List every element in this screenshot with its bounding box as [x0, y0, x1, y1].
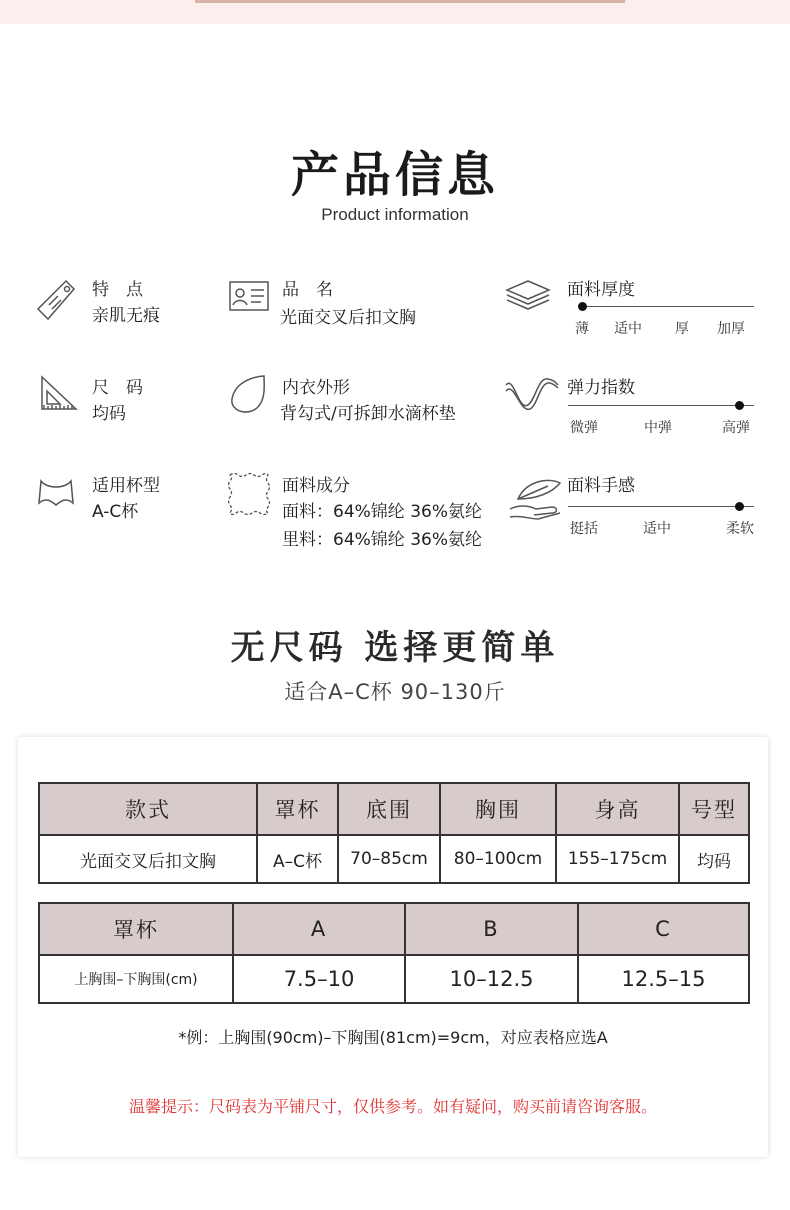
bra-icon — [36, 471, 76, 511]
elasticity-label: 弹力指数 — [567, 378, 635, 398]
ruler-triangle-icon — [36, 373, 78, 413]
thickness-tick: 厚 — [675, 321, 689, 337]
top-banner-strip — [0, 0, 790, 24]
cup-type-label: 适用杯型 — [92, 476, 160, 496]
composition-label: 面料成分 — [282, 476, 350, 496]
size-table-cell: 70–85cm — [338, 835, 440, 883]
elasticity-tick: 高弹 — [722, 420, 750, 436]
cup-table-cell: 上胸围–下胸围(cm) — [39, 955, 233, 1003]
cup-table-header: 罩杯 — [39, 903, 233, 955]
cup-table-header-row — [39, 903, 749, 955]
hand-feel-label: 面料手感 — [567, 476, 635, 496]
shape-value: 背勾式/可拆卸水滴杯垫 — [280, 404, 456, 424]
composition-value-outer: 面料：64%锦纶 36%氨纶 — [282, 502, 482, 522]
cup-table-cell: 12.5–15 — [578, 955, 749, 1003]
table-row — [39, 835, 749, 883]
tag-icon — [36, 275, 76, 325]
size-table-cell: 80–100cm — [440, 835, 556, 883]
composition-value-inner: 里料：64%锦纶 36%氨纶 — [282, 530, 482, 550]
feature-label: 特 点 — [92, 280, 143, 300]
size-value: 均码 — [92, 404, 126, 424]
hand-feel-tick: 适中 — [643, 521, 671, 537]
example-note: *例：上胸围(90cm)–下胸围(81cm)=9cm，对应表格应选A — [178, 1028, 608, 1047]
size-table-header: 胸围 — [440, 783, 556, 835]
size-table — [38, 782, 750, 884]
cup-type-value: A-C杯 — [92, 502, 139, 522]
thickness-scale-line — [578, 306, 754, 307]
page-subtitle: Product information — [321, 205, 469, 224]
thickness-tick: 薄 — [575, 321, 589, 337]
banner-image-edge — [195, 0, 625, 3]
size-table-header: 身高 — [556, 783, 679, 835]
thickness-scale-marker — [578, 302, 587, 311]
cup-table-cell: 10–12.5 — [405, 955, 578, 1003]
cup-table-header: B — [405, 903, 578, 955]
size-table-header: 罩杯 — [257, 783, 338, 835]
id-card-icon — [228, 275, 270, 315]
cup-table-cell: 7.5–10 — [233, 955, 405, 1003]
size-section-subtitle: 适合A–C杯 90–130斤 — [284, 680, 506, 704]
cup-table-header: C — [578, 903, 749, 955]
thickness-tick: 加厚 — [717, 321, 745, 337]
hand-feel-scale-marker — [735, 502, 744, 511]
fabric-icon — [228, 471, 270, 517]
wave-icon — [504, 373, 560, 413]
elasticity-tick: 中弹 — [644, 420, 672, 436]
table-row — [39, 955, 749, 1003]
size-chart-card — [18, 737, 768, 1157]
size-table-cell: A–C杯 — [257, 835, 338, 883]
page-title: 产品信息 — [290, 147, 499, 203]
size-table-cell: 均码 — [679, 835, 749, 883]
shape-label: 内衣外形 — [282, 378, 350, 398]
size-label: 尺 码 — [92, 378, 143, 398]
thickness-label: 面料厚度 — [567, 280, 635, 300]
cup-table-header: A — [233, 903, 405, 955]
warning-note: 温馨提示：尺码表为平铺尺寸，仅供参考。如有疑问，购买前请咨询客服。 — [128, 1097, 657, 1116]
size-table-header: 号型 — [679, 783, 749, 835]
size-table-cell: 155–175cm — [556, 835, 679, 883]
name-value: 光面交叉后扣文胸 — [280, 308, 416, 328]
elasticity-scale-line — [568, 405, 754, 406]
size-table-header: 底围 — [338, 783, 440, 835]
thickness-tick: 适中 — [614, 321, 642, 337]
size-table-header-row — [39, 783, 749, 835]
feature-value: 亲肌无痕 — [92, 306, 160, 326]
elasticity-scale-marker — [735, 401, 744, 410]
elasticity-tick: 微弹 — [570, 420, 598, 436]
name-label: 品 名 — [282, 280, 333, 300]
hand-feel-tick: 柔软 — [726, 521, 754, 537]
cup-table — [38, 902, 750, 1004]
hand-feather-icon — [508, 471, 564, 525]
hand-feel-tick: 挺括 — [570, 521, 598, 537]
size-table-cell: 光面交叉后扣文胸 — [39, 835, 257, 883]
size-section-title: 无尺码 选择更简单 — [230, 628, 560, 668]
layers-icon — [504, 275, 552, 315]
size-table-header: 款式 — [39, 783, 257, 835]
hand-feel-scale-line — [568, 506, 754, 507]
drop-icon — [228, 373, 270, 417]
